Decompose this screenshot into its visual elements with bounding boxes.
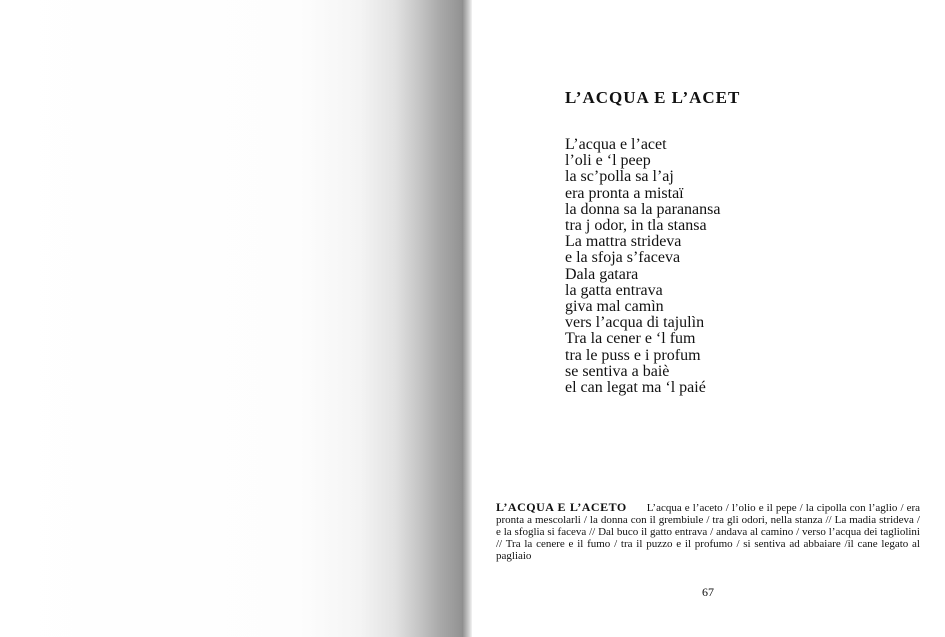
translation-text: L’acqua e l’aceto / l’olio e il pepe / la cipolla con l’aglio / era pronta a mescolarli / la donna con il grembiule / tra gli odori, nella stanza // La madia strideva / e la sfoglia si faceva // Dal buco il gatto entrava / andava al camino / verso l’acqua dei tagliolini // Tra la cenere e il fumo / tra il puzzo e il profumo / si sentiva ad abbaiare /il cane legato al pagliaio [496,502,921,562]
poem-line: vers l’acqua di tajulìn [565,314,705,332]
poem-line: L’acqua e l’acet [565,136,667,153]
poem-line: Dala gatara [565,265,639,283]
poem-line: la sc’polla sa l’aj [565,168,674,186]
poem-line: era pronta a mistaï [565,184,684,202]
translation-paragraph [496,502,920,563]
left-page [0,0,470,637]
poem-title: L’ACQUA E L’ACET [565,88,741,107]
poem-line: e la sfoja s’faceva [565,249,681,267]
translation-title: L’ACQUA E L’ACETO [496,500,627,514]
poem-line: la gatta entrava [565,281,663,299]
book-gutter [462,0,472,637]
poem-line: la donna sa la paranansa [565,200,721,218]
page-number: 67 [702,585,714,599]
poem-line: tra j odor, in tla stansa [565,217,707,235]
poem-line: giva mal camìn [565,298,664,316]
poem-body [565,137,720,396]
poem-line: tra le puss e i profum [565,346,701,364]
poem-line: La mattra strideva [565,233,682,251]
poem-line: l’oli e ‘l peep [565,152,651,170]
poem-line: se sentiva a baiè [565,362,670,380]
poem-line: Tra la cener e ‘l fum [565,330,696,348]
poem-line: el can legat ma ‘l paié [565,379,706,397]
